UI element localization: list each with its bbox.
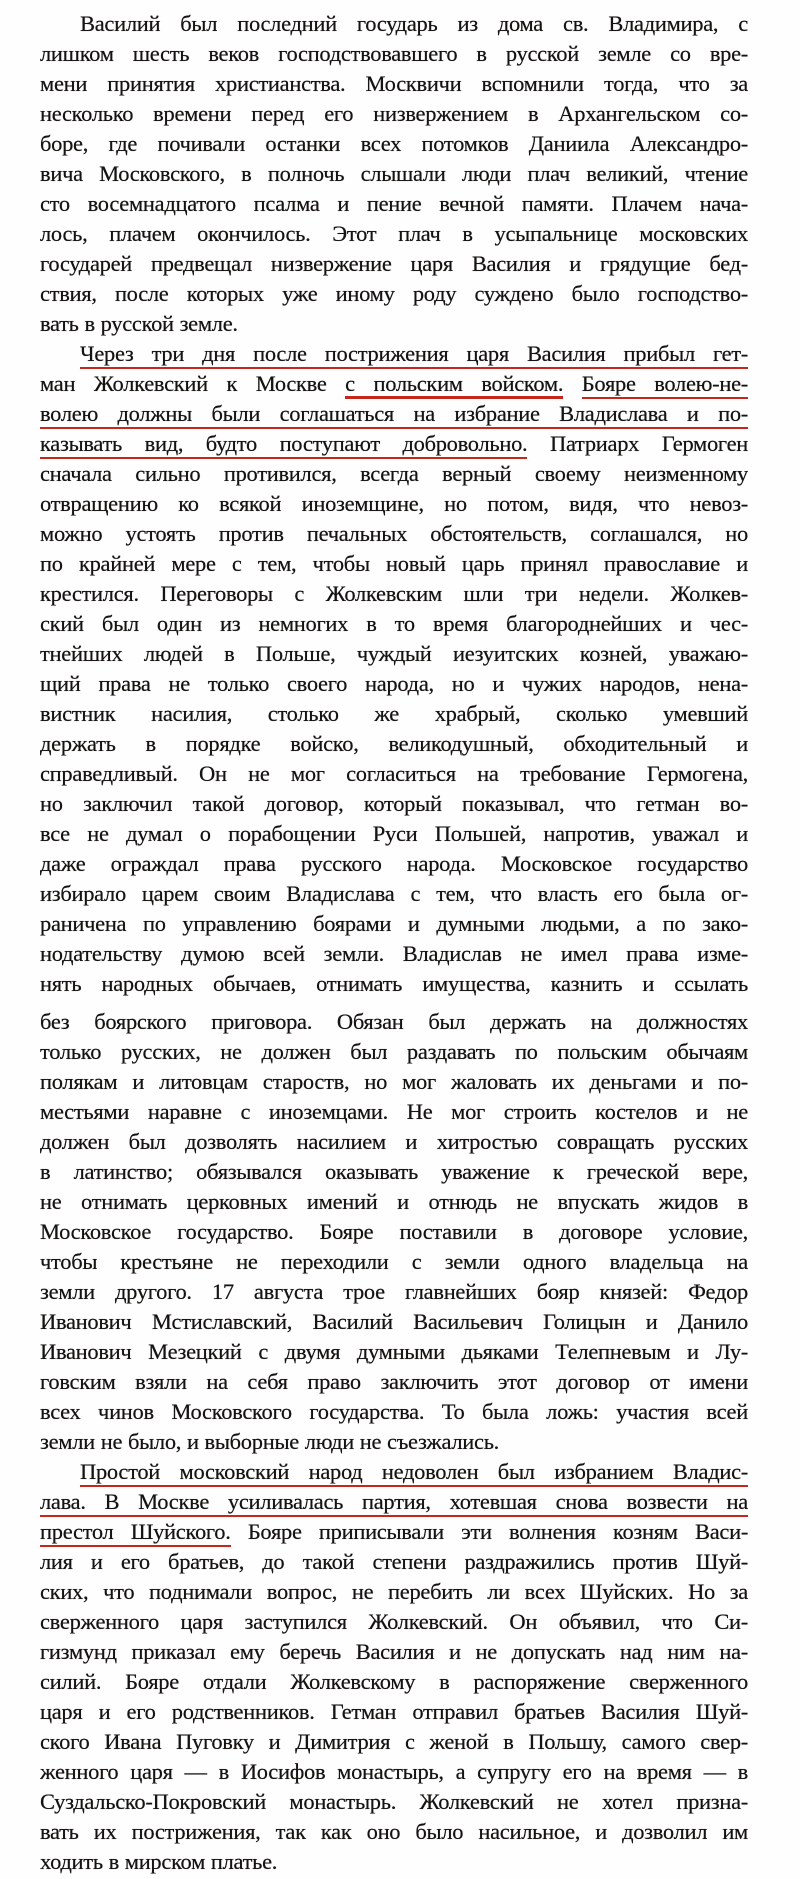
text-segment: лия и его братьев, до такой степени раздражились против Шуй-	[40, 1549, 748, 1574]
text-segment: не отнимать церковных имений и отнюдь не впускать жидов в	[40, 1189, 748, 1214]
text-line	[40, 849, 748, 879]
text-line	[40, 609, 748, 639]
text-line	[40, 189, 748, 219]
text-segment: царя и его родственников. Гетман отправил братьев Василия Шуй-	[40, 1699, 748, 1724]
text-line	[40, 1067, 748, 1097]
text-segment: ских, что поднимали вопрос, не перебить ли всех Шуйских. Но за	[40, 1579, 748, 1604]
text-segment: отвращению ко всякой иноземщине, но потом, видя, что невоз-	[40, 491, 748, 516]
text-segment: тнейших людей в Польше, чуждый иезуитских козней, уважаю-	[40, 641, 748, 666]
text-line	[40, 219, 748, 249]
red-underline-annotation: волею должны были соглашаться на избрание Владислава и по-	[40, 401, 748, 429]
text-line	[40, 9, 748, 39]
text-line	[40, 1097, 748, 1127]
text-segment: вать в русской земле.	[40, 311, 238, 336]
text-line	[40, 879, 748, 909]
page-text	[40, 9, 748, 1877]
text-line	[40, 639, 748, 669]
text-line	[40, 1757, 748, 1787]
text-segment: вистник насилия, столько же храбрый, сколько умевший	[40, 701, 748, 726]
text-segment: земли другого. 17 августа трое главнейших бояр князей: Федор	[40, 1279, 748, 1304]
text-line	[40, 1667, 748, 1697]
text-line	[40, 1697, 748, 1727]
text-line	[40, 1397, 748, 1427]
text-line	[40, 909, 748, 939]
text-segment: Московское государство. Бояре поставили в договоре условие,	[40, 1219, 748, 1244]
text-line	[40, 1127, 748, 1157]
text-line	[40, 489, 748, 519]
text-segment: чтобы крестьяне не переходили с земли одного владельца на	[40, 1249, 748, 1274]
text-segment: ман Жолкевский к Москве	[40, 371, 346, 396]
text-line	[40, 1337, 748, 1367]
text-line	[40, 1487, 748, 1517]
text-line	[40, 789, 748, 819]
text-segment: щий права не только своего народа, но и чужих народов, нена-	[40, 671, 748, 696]
text-segment: можно устоять против печальных обстоятельств, соглашался, но	[40, 521, 748, 546]
text-line	[40, 399, 748, 429]
text-line	[40, 429, 748, 459]
text-segment	[563, 371, 582, 396]
text-segment: Бояре приписывали эти волнения козням Васи-	[230, 1519, 748, 1544]
text-segment: сначала сильно противился, всегда верный своему неизменному	[40, 461, 748, 486]
text-line	[40, 1247, 748, 1277]
text-line	[40, 1607, 748, 1637]
text-segment: держать в порядке войско, великодушный, обходительный и	[40, 731, 748, 756]
text-line	[40, 1217, 748, 1247]
text-line	[40, 969, 748, 999]
text-segment: крестился. Переговоры с Жолкевским шли три недели. Жолкев-	[40, 581, 748, 606]
text-segment: Иванович Мстиславский, Василий Васильевич Голицын и Данило	[40, 1309, 748, 1334]
text-segment: боре, где почивали останки всех потомков Даниила Александро-	[40, 131, 748, 156]
text-line	[40, 1547, 748, 1577]
text-line	[40, 669, 748, 699]
text-segment: по крайней мере с тем, чтобы новый царь принял православие и	[40, 551, 748, 576]
text-segment: лишком шесть веков господствовавшего в русской земле со вре-	[40, 41, 748, 66]
text-line	[40, 1517, 748, 1547]
text-line	[40, 579, 748, 609]
text-line	[40, 249, 748, 279]
text-line	[40, 759, 748, 789]
text-segment: лось, плачем окончилось. Этот плач в усыпальнице московских	[40, 221, 748, 246]
text-line	[40, 1637, 748, 1667]
text-line	[40, 1787, 748, 1817]
text-line	[40, 1277, 748, 1307]
text-segment: силий. Бояре отдали Жолкевскому в распоряжение сверженного	[40, 1669, 748, 1694]
text-segment: сто восемнадцатого псалма и пение вечной памяти. Плачем нача-	[40, 191, 748, 216]
text-segment: вать их пострижения, так как оно было насильное, и дозволил им	[40, 1819, 748, 1844]
text-line	[40, 99, 748, 129]
text-segment: Иванович Мезецкий с двумя думными дьяками Телепневым и Лу-	[40, 1339, 748, 1364]
text-segment: государей предвещал низвержение царя Василия и грядущие бед-	[40, 251, 748, 276]
text-line	[40, 1457, 748, 1487]
text-segment: все не думал о порабощении Руси Польшей, напротив, уважал и	[40, 821, 748, 846]
text-line	[40, 1427, 748, 1457]
text-line	[40, 309, 748, 339]
red-underline-annotation: казывать вид, будто поступают добровольно.	[40, 431, 527, 459]
text-segment: раничена по управлению боярами и думными людьми, а по зако-	[40, 911, 748, 936]
text-line	[40, 1367, 748, 1397]
text-segment: нять народных обычаев, отнимать имущества, казнить и ссылать	[40, 971, 748, 996]
text-segment: без боярского приговора. Обязан был держать на должностях	[40, 1009, 748, 1034]
text-segment: должен был дозволять насилием и хитростью совращать русских	[40, 1129, 748, 1154]
text-segment: мени принятия христианства. Москвичи вспомнили тогда, что за	[40, 71, 748, 96]
text-line	[40, 729, 748, 759]
text-line	[40, 1847, 748, 1877]
text-line	[40, 39, 748, 69]
text-line	[40, 1037, 748, 1067]
text-line	[40, 699, 748, 729]
red-underline-annotation: престол Шуйского.	[40, 1519, 231, 1547]
text-line	[40, 459, 748, 489]
text-line	[40, 1157, 748, 1187]
text-segment: гизмунд приказал ему беречь Василия и не допускать над ним на-	[40, 1639, 748, 1664]
text-segment: справедливый. Он не мог согласиться на требование Гермогена,	[40, 761, 748, 786]
red-underline-annotation: Простой московский народ недоволен был избранием Владис-	[80, 1459, 748, 1487]
text-segment: несколько времени перед его низвержением в Архангельском со-	[40, 101, 748, 126]
text-line	[40, 519, 748, 549]
text-line	[40, 69, 748, 99]
text-segment: избирало царем своим Владислава с тем, что власть его была ог-	[40, 881, 748, 906]
red-underline-annotation: Бояре волею-не-	[582, 371, 748, 399]
text-segment: даже ограждал права русского народа. Московское государство	[40, 851, 748, 876]
red-double-underline-annotation: с польским войском.	[345, 371, 563, 399]
text-line	[40, 279, 748, 309]
text-segment: ского Ивана Пуговку и Димитрия с женой в Польшу, самого свер-	[40, 1729, 748, 1754]
text-line	[40, 1817, 748, 1847]
text-line	[40, 1187, 748, 1217]
text-segment: ский был один из немногих в то время благороднейших и чес-	[40, 611, 748, 636]
text-segment: местьями наравне с иноземцами. Не мог строить костелов и не	[40, 1099, 748, 1124]
text-segment: говским взяли на себя право заключить этот договор от имени	[40, 1369, 748, 1394]
text-line	[40, 129, 748, 159]
text-segment: ствия, после которых уже иному роду суждено было господство-	[40, 281, 748, 306]
text-segment: всех чинов Московского государства. То была ложь: участия всей	[40, 1399, 748, 1424]
text-line	[40, 1727, 748, 1757]
red-underline-annotation: лава. В Москве усиливалась партия, хотевшая снова возвести на	[40, 1489, 748, 1517]
text-line	[40, 1007, 748, 1037]
text-line	[40, 549, 748, 579]
text-segment: но заключил такой договор, который показывал, что гетман во-	[40, 791, 748, 816]
text-line	[40, 159, 748, 189]
text-segment: Суздальско-Покровский монастырь. Жолкевский не хотел призна-	[40, 1789, 748, 1814]
text-segment: женного царя — в Иосифов монастырь, а супругу его на время — в	[40, 1759, 748, 1784]
text-segment: Патриарх Гермоген	[527, 431, 748, 456]
text-segment: ходить в мирском платье.	[40, 1849, 278, 1874]
text-line	[40, 819, 748, 849]
text-segment: в латинство; обязывался оказывать уважение к греческой вере,	[40, 1159, 748, 1184]
text-line	[40, 339, 748, 369]
text-segment: только русских, не должен был раздавать по польским обычаям	[40, 1039, 748, 1064]
red-underline-annotation: Через три дня после пострижения царя Василия прибыл гет-	[80, 341, 748, 369]
text-segment: нодательству думою всей земли. Владислав не имел права изме-	[40, 941, 748, 966]
text-segment: сверженного царя заступился Жолкевский. Он объявил, что Си-	[40, 1609, 748, 1634]
text-line	[40, 1307, 748, 1337]
text-segment: земли не было, и выборные люди не съезжались.	[40, 1429, 499, 1454]
text-segment: Василий был последний государь из дома св. Владимира, с	[80, 11, 748, 36]
text-line	[40, 1577, 748, 1607]
text-segment: полякам и литовцам староств, но мог жаловать их деньгами и по-	[40, 1069, 748, 1094]
text-line	[40, 369, 748, 399]
text-segment: вича Московского, в полночь слышали люди плач великий, чтение	[40, 161, 748, 186]
text-line	[40, 939, 748, 969]
